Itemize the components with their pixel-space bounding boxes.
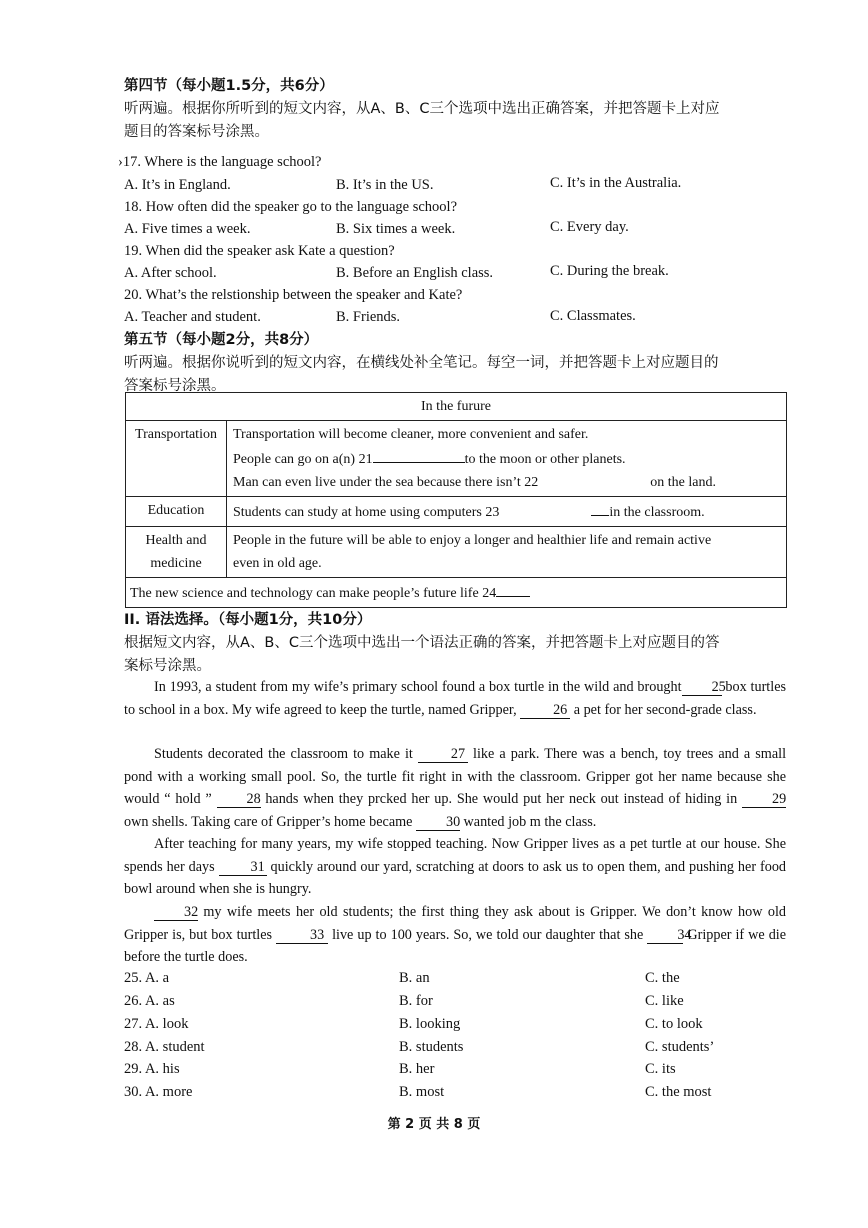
q30-option-b: B. most — [399, 1084, 445, 1100]
q25-option-a: 25. A. a — [124, 970, 170, 986]
blank-27[interactable]: 27 — [418, 746, 468, 763]
category-transportation: Transportation — [126, 421, 227, 497]
table-header: In the furure — [126, 393, 787, 421]
note-line: Man can even live under the sea because there isn’t 22 on the land. — [233, 475, 717, 490]
section5-title: 第五节（每小题2分，共8分） — [124, 332, 319, 348]
question-20: 20. What’s the relstionship between the speaker and Kate? — [124, 287, 463, 303]
blank-32[interactable]: 32 — [154, 904, 198, 921]
blank-29[interactable]: 29 — [742, 791, 786, 808]
question-17: ›17. Where is the language school? — [118, 154, 322, 170]
blank-34[interactable]: 34 — [647, 927, 683, 944]
blank-21[interactable] — [373, 446, 465, 463]
blank-26[interactable]: 26 — [520, 702, 570, 719]
section2-instruction-line2: 案标号涂黑。 — [124, 658, 211, 674]
page-number: 第 2 页 共 8 页 — [387, 1117, 481, 1132]
q19-option-a: A. After school. — [124, 265, 217, 281]
q17-option-c: C. It’s in the Australia. — [550, 175, 682, 191]
q25-option-c: C. the — [645, 970, 680, 986]
section5-instruction-line1: 听两遍。根据你说听到的短文内容，在横线处补全笔记。每空一词，并把答题卡上对应题目的 — [124, 355, 719, 371]
blank-24[interactable] — [496, 580, 530, 597]
passage-paragraph-4: 32 my wife meets her old students; the first thing they ask about is Gripper. We don’t know how old Gripper is, but box turtles 33 live up to 100 years. So, we told our daughter that she 34 Gripper if we die before the turtle does. — [124, 904, 787, 965]
q26-option-c: C. like — [645, 993, 684, 1009]
q29-option-a: 29. A. his — [124, 1061, 180, 1077]
notes-table — [125, 392, 787, 608]
table-row-health — [126, 527, 787, 578]
q29-option-b: B. her — [399, 1061, 435, 1077]
q18-option-b: B. Six times a week. — [336, 221, 456, 237]
blank-25[interactable]: 25 — [682, 679, 722, 696]
q28-option-c: C. students’ — [645, 1039, 715, 1055]
q19-option-b: B. Before an English class. — [336, 265, 494, 281]
q28-option-b: B. students — [399, 1039, 464, 1055]
passage-paragraph-1: In 1993, a student from my wife’s primary school found a box turtle in the wild and brought 25 box turtles to school in a box. My wife agreed to keep the turtle, named Gripper, 26 a pet for her second-grade class. — [124, 679, 787, 718]
category-education: Education — [126, 497, 227, 527]
summary-line: The new science and technology can make people’s future life 24 — [126, 578, 787, 608]
passage-paragraph-2: Students decorated the classroom to make it 27 like a park. There was a bench, toy trees and a small pond with a working small pool. So, the turtle fit right in with the classroom. Gripper got her name because she would “ hold ” 28 hands when they prcked her up. She would put her neck out instead of hiding in 29 own shells. Taking care of Gripper’s home became 30 wanted job m the class. — [124, 746, 787, 830]
question-19: 19. When did the speaker ask Kate a question? — [124, 243, 395, 259]
section4-instruction-line2: 题目的答案标号涂黑。 — [124, 124, 269, 140]
education-notes: Students can study at home using computers 23 in the classroom. — [227, 497, 787, 527]
passage-paragraph-3: After teaching for many years, my wife stopped teaching. Now Gripper lives as a pet turtle at our house. She spends her days 31 quickly around our yard, scratching at doors to ask us to open them, and pushing her food bowl around when she is hungry. — [124, 836, 787, 897]
health-notes: People in the future will be able to enjoy a longer and healthier life and remain active even in old age. — [227, 527, 787, 578]
table-row-summary — [126, 578, 787, 608]
blank-23[interactable] — [591, 499, 609, 516]
section2-instruction-line1: 根据短文内容，从A、B、C三个选项中选出一个语法正确的答案，并把答题卡上对应题目的答 — [124, 635, 720, 651]
q18-option-c: C. Every day. — [550, 219, 629, 235]
note-line: Transportation will become cleaner, more convenient and safer. — [233, 427, 589, 442]
q26-option-b: B. for — [399, 993, 433, 1009]
q20-option-a: A. Teacher and student. — [124, 309, 261, 325]
question-18: 18. How often did the speaker go to the language school? — [124, 199, 458, 215]
q26-option-a: 26. A. as — [124, 993, 175, 1009]
q27-option-c: C. to look — [645, 1016, 703, 1032]
q30-option-a: 30. A. more — [124, 1084, 193, 1100]
blank-33[interactable]: 33 — [276, 927, 328, 944]
q17-option-a: A. It’s in England. — [124, 177, 231, 193]
q17-option-b: B. It’s in the US. — [336, 177, 434, 193]
q30-option-c: C. the most — [645, 1084, 712, 1100]
q29-option-c: C. its — [645, 1061, 676, 1077]
blank-30[interactable]: 30 — [416, 814, 460, 831]
q19-option-c: C. During the break. — [550, 263, 669, 279]
section5-instruction-line2: 答案标号涂黑。 — [124, 378, 226, 394]
table-row-transportation — [126, 421, 787, 497]
note-line: People can go on a(n) 21 to the moon or other planets. — [233, 446, 780, 471]
q28-option-a: 28. A. student — [124, 1039, 205, 1055]
q20-option-b: B. Friends. — [336, 309, 401, 325]
q27-option-a: 27. A. look — [124, 1016, 189, 1032]
section4-title: 第四节（每小题1.5分，共6分） — [124, 78, 334, 94]
section4-instruction-line1: 听两遍。根据你所听到的短文内容，从A、B、C三个选项中选出正确答案，并把答题卡上对应 — [124, 101, 720, 117]
blank-31[interactable]: 31 — [219, 859, 267, 876]
blank-28[interactable]: 28 — [217, 791, 261, 808]
q27-option-b: B. looking — [399, 1016, 461, 1032]
q18-option-a: A. Five times a week. — [124, 221, 251, 237]
q20-option-c: C. Classmates. — [550, 308, 636, 324]
table-row-education — [126, 497, 787, 527]
category-health: Health and medicine — [126, 527, 227, 578]
transportation-notes — [227, 421, 787, 497]
q25-option-b: B. an — [399, 970, 430, 986]
section2-title: II. 语法选择。（每小题1分，共10分） — [124, 612, 372, 628]
table-header-row — [126, 393, 787, 421]
